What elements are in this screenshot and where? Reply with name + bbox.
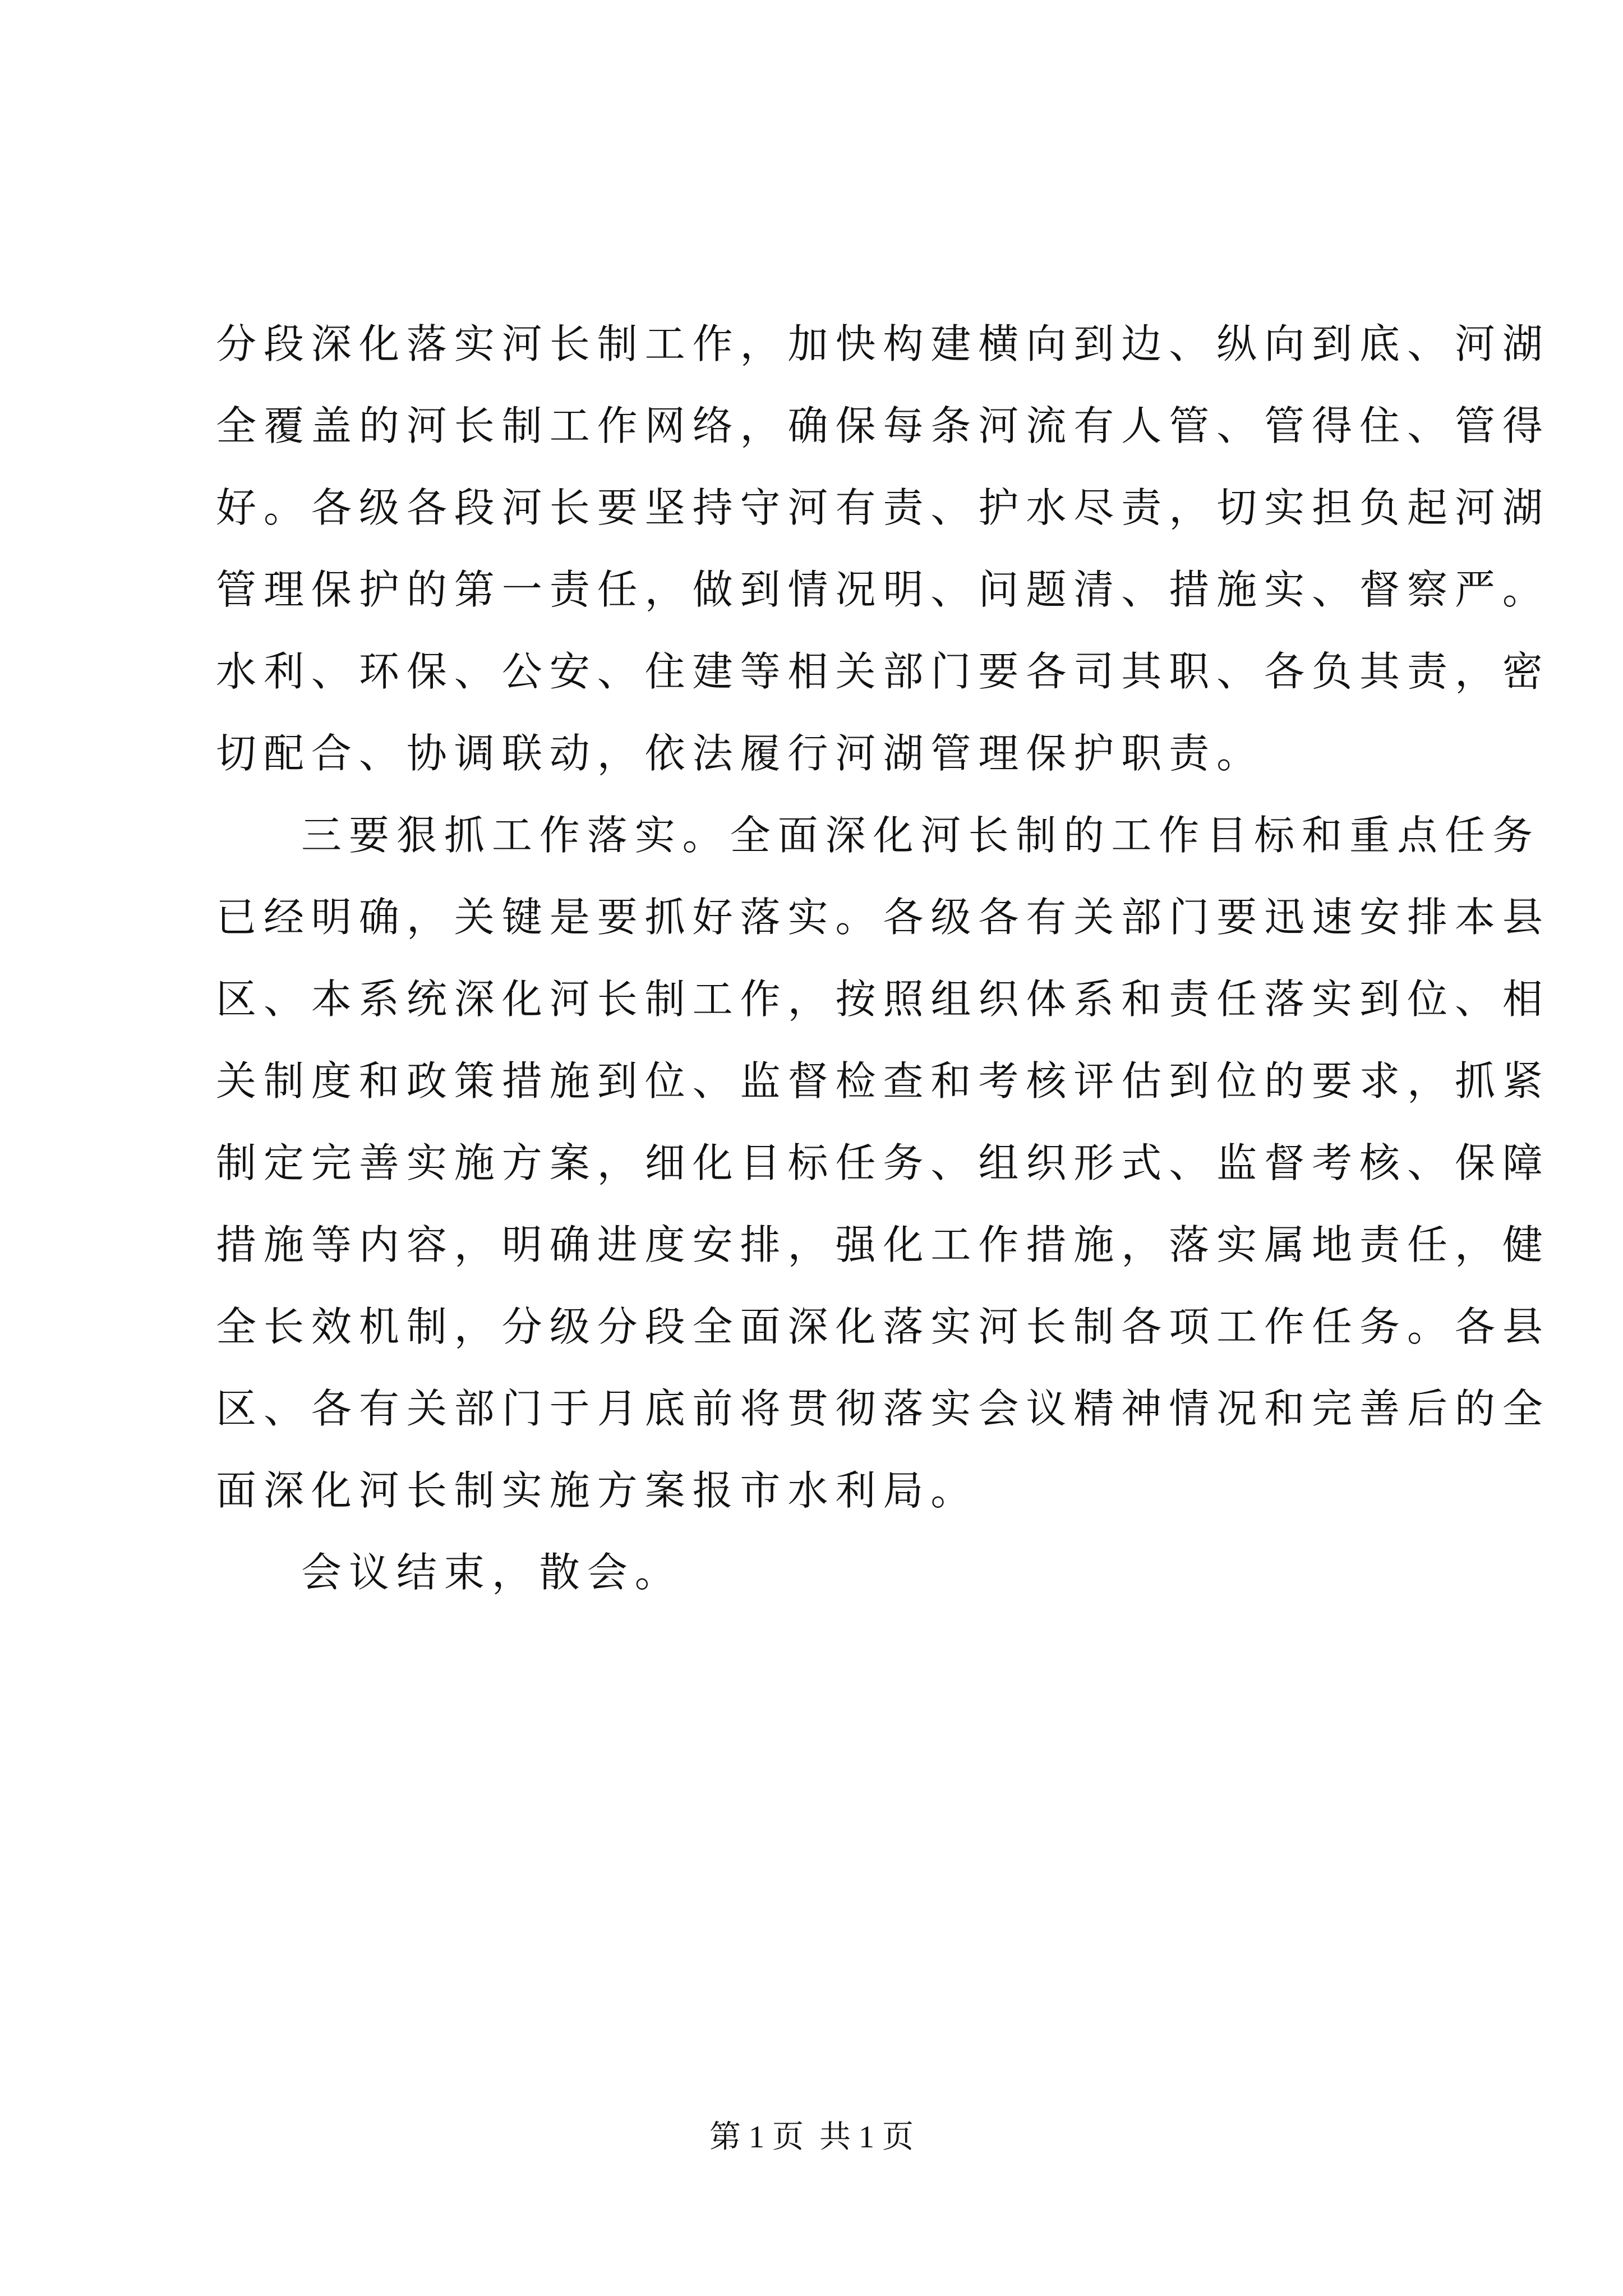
paragraph-line-3: 好。各级各段河长要坚持守河有责、护水尽责，切实担负起河湖 [216,484,1550,531]
paragraph-line-16: 会议结束，散会。 [301,1549,683,1596]
page-number-label: 第 1 页 共 1 页 [709,2120,914,2155]
paragraph-line-12: 措施等内容，明确进度安排，强化工作措施，落实属地责任，健 [216,1221,1550,1268]
paragraph-line-11: 制定完善实施方案，细化目标任务、组织形式、监督考核、保障 [216,1139,1550,1186]
paragraph-line-6: 切配合、协调联动，依法履行河湖管理保护职责。 [216,730,1265,777]
paragraph-line-13: 全长效机制，分级分段全面深化落实河长制各项工作任务。各县 [216,1303,1550,1350]
paragraph-line-4: 管理保护的第一责任，做到情况明、问题清、措施实、督察严。 [216,566,1550,613]
paragraph-line-14: 区、各有关部门于月底前将贯彻落实会议精神情况和完善后的全 [216,1385,1550,1432]
paragraph-line-9: 区、本系统深化河长制工作，按照组织体系和责任落实到位、相 [216,976,1550,1023]
page-footer [0,2118,1623,2157]
paragraph-line-10: 关制度和政策措施到位、监督检查和考核评估到位的要求，抓紧 [216,1057,1550,1105]
paragraph-line-8: 已经明确，关键是要抓好落实。各级各有关部门要迅速安排本县 [216,894,1550,941]
paragraph-line-15: 面深化河长制实施方案报市水利局。 [216,1467,979,1514]
document-body [216,303,1550,1613]
paragraph-line-1: 分段深化落实河长制工作，加快构建横向到边、纵向到底、河湖 [216,320,1550,367]
paragraph-line-5: 水利、环保、公安、住建等相关部门要各司其职、各负其责，密 [216,648,1550,695]
paragraph-line-2: 全覆盖的河长制工作网络，确保每条河流有人管、管得住、管得 [216,402,1550,449]
paragraph-line-7: 三要狠抓工作落实。全面深化河长制的工作目标和重点任务 [301,812,1540,859]
